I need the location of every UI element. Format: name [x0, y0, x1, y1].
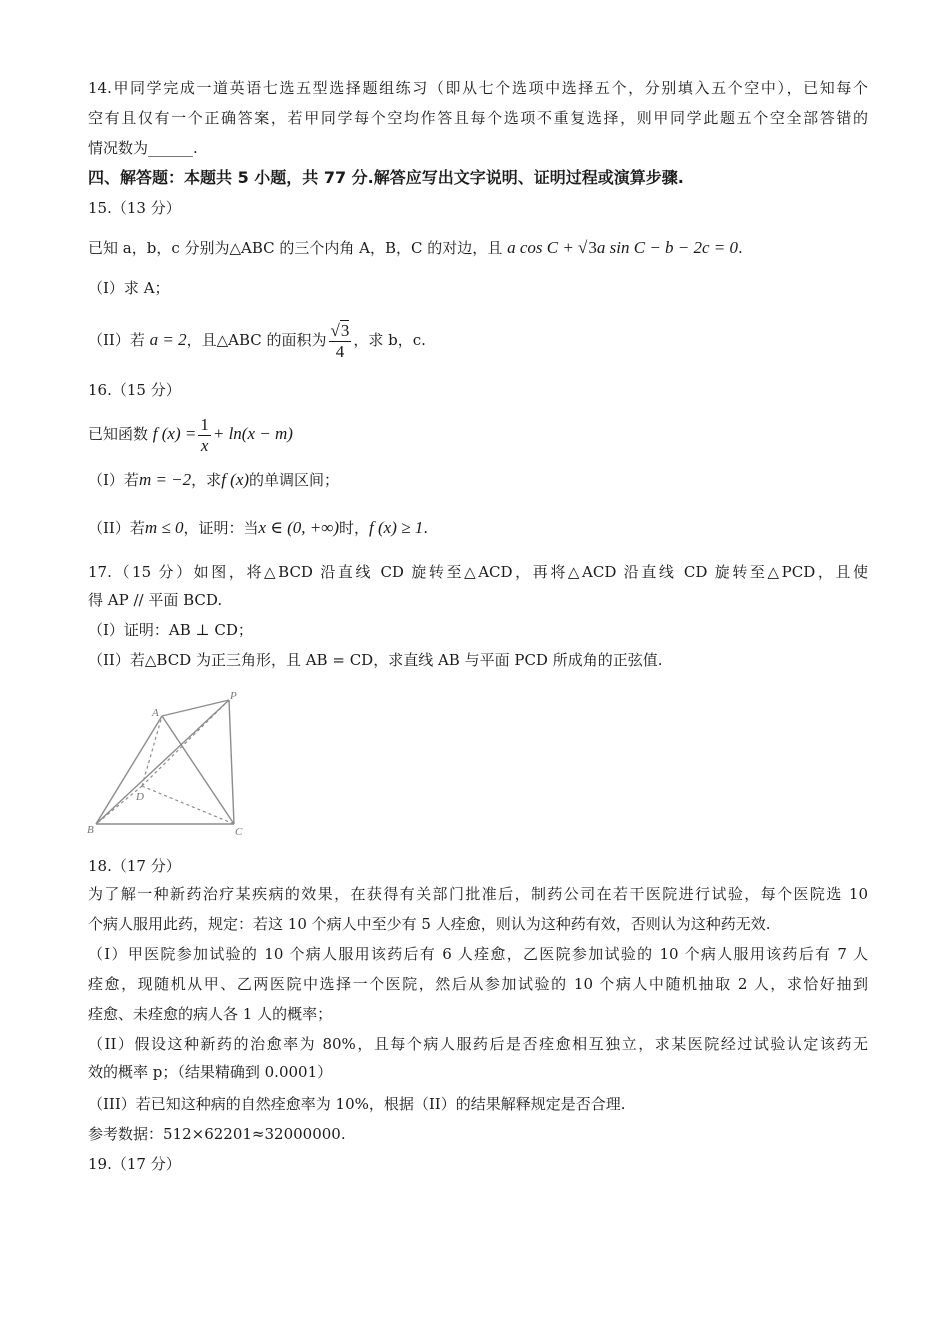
edge-pc — [229, 700, 234, 824]
area-denominator: 4 — [335, 341, 345, 361]
q15-part2-label: （II）若 — [88, 331, 145, 349]
dashed-dc — [142, 786, 234, 824]
q15-stem-text: 已知 a，b，c 分别为△ABC 的三个内角 A，B，C 的对边，且 — [88, 239, 503, 257]
area-fraction — [329, 321, 352, 362]
q15-formula-part1: a cos C + — [507, 238, 579, 257]
q17-part2: （II）若△BCD 为正三角形，且 AB = CD，求直线 AB 与平面 PCD 所成角的正弦值. — [88, 651, 663, 669]
q16-function: f (x) = — [152, 424, 197, 443]
tetrahedron-figure — [84, 686, 254, 842]
q18-line1: 为了解一种新药治疗某疾病的效果，在获得有关部门批准后，制药公司在若干医院进行试验，每个医院选 10 — [88, 885, 868, 903]
q16-part2-text: ，证明：当 — [183, 519, 259, 537]
edge-bp — [96, 700, 229, 824]
q16-part2-end: . — [423, 519, 428, 537]
sqrt-sign: √ — [330, 320, 340, 340]
q16-log-term: + ln(x − m) — [212, 424, 293, 443]
edge-ab — [96, 716, 162, 824]
label-p: P — [230, 690, 237, 702]
q15-part1: （I）求 A； — [88, 279, 170, 297]
q19-head: 19.（17 分） — [88, 1155, 181, 1173]
q18-reference: 参考数据：512×62201≈32000000. — [88, 1125, 346, 1143]
q15-formula-sqrt: 3 — [588, 238, 597, 257]
q16-part1-fx: f (x) — [221, 470, 250, 489]
sqrt-sign: √ — [578, 238, 588, 257]
q17-line1: 17.（15 分）如图，将△BCD 沿直线 CD 旋转至△ACD，再将△ACD 沿直线 CD 旋转至△PCD，且使 — [88, 563, 868, 581]
label-c: C — [235, 826, 243, 838]
q15-part2 — [88, 314, 868, 366]
q16-part1 — [88, 470, 868, 490]
q16-part2 — [88, 518, 868, 538]
q17-line2: 得 AP // 平面 BCD. — [88, 591, 223, 609]
label-d: D — [136, 791, 144, 803]
section-title: 四、解答题：本题共 5 小题，共 77 分.解答应写出文字说明、证明过程或演算步骤. — [88, 168, 684, 187]
q15-stem-end: . — [738, 239, 743, 257]
q14-line2: 空有且仅有一个正确答案，若甲同学每个空均作答且每个选项不重复选择，则甲同学此题五个空全部答错的 — [88, 109, 868, 127]
q18-line2: 个病人服用此药，规定：若这 10 个病人中至少有 5 人痊愈，则认为这种药有效，否则认为这种药无效. — [88, 915, 771, 933]
q16-part2-set: x ∈ (0, +∞) — [258, 518, 340, 537]
q16-part2-label: （II）若 — [88, 519, 145, 537]
q16-part1-text: ，求 — [191, 471, 222, 489]
edge-ap — [162, 700, 229, 716]
q18-part2-line2: 效的概率 p；（结果精确到 0.0001） — [88, 1063, 333, 1081]
q18-head: 18.（17 分） — [88, 857, 181, 875]
q15-part2-text: ，且△ABC 的面积为 — [186, 331, 327, 349]
q16-part2-text2: 时， — [339, 519, 370, 537]
area-numerator: 3 — [340, 320, 350, 340]
q15-formula-part3: a sin C − b − 2c = 0 — [596, 238, 739, 257]
q16-head: 16.（15 分） — [88, 381, 181, 399]
edge-ac — [162, 716, 234, 824]
q18-part1-line3: 痊愈、未痊愈的病人各 1 人的概率； — [88, 1005, 333, 1023]
q15-stem — [88, 238, 868, 258]
q16-frac-den: x — [200, 435, 209, 455]
q15-head: 15.（13 分） — [88, 199, 181, 217]
q15-part2-end: ，求 b，c. — [353, 331, 426, 349]
q16-part1-eq: m = −2 — [138, 470, 192, 489]
q18-part1-line1: （I）甲医院参加试验的 10 个病人服用该药后有 6 人痊愈，乙医院参加试验的 10 个病人服用该药后有 7 人 — [88, 945, 868, 963]
q16-part1-label: （I）若 — [88, 471, 139, 489]
label-b: B — [87, 824, 94, 836]
q16-part1-end: 的单调区间； — [249, 471, 340, 489]
q16-part2-eq: m ≤ 0 — [144, 518, 184, 537]
label-a: A — [152, 707, 159, 719]
q16-stem — [88, 408, 868, 460]
q16-stem-text: 已知函数 — [88, 425, 149, 443]
q15-part2-eq: a = 2 — [149, 330, 187, 349]
q16-fraction — [198, 415, 211, 456]
q16-frac-num: 1 — [200, 414, 209, 434]
q18-part3: （III）若已知这种病的自然痊愈率为 10%，根据（II）的结果解释规定是否合理. — [88, 1095, 626, 1113]
q18-part1-line2: 痊愈，现随机从甲、乙两医院中选择一个医院，然后从参加试验的 10 个病人中随机抽取 2 人，求恰好抽到 — [88, 975, 868, 993]
q14-line3: 情况数为______. — [88, 139, 198, 157]
q17-part1: （I）证明：AB ⊥ CD； — [88, 621, 253, 639]
q16-part2-ineq: f (x) ≥ 1 — [369, 518, 424, 537]
q14-line1: 14.甲同学完成一道英语七选五型选择题组练习（即从七个选项中选择五个，分别填入五个空中），已知每个 — [88, 79, 868, 97]
q18-part2-line1: （II）假设这种新药的治愈率为 80%，且每个病人服药后是否痊愈相互独立，求某医院经过试验认定该药无 — [88, 1035, 868, 1053]
